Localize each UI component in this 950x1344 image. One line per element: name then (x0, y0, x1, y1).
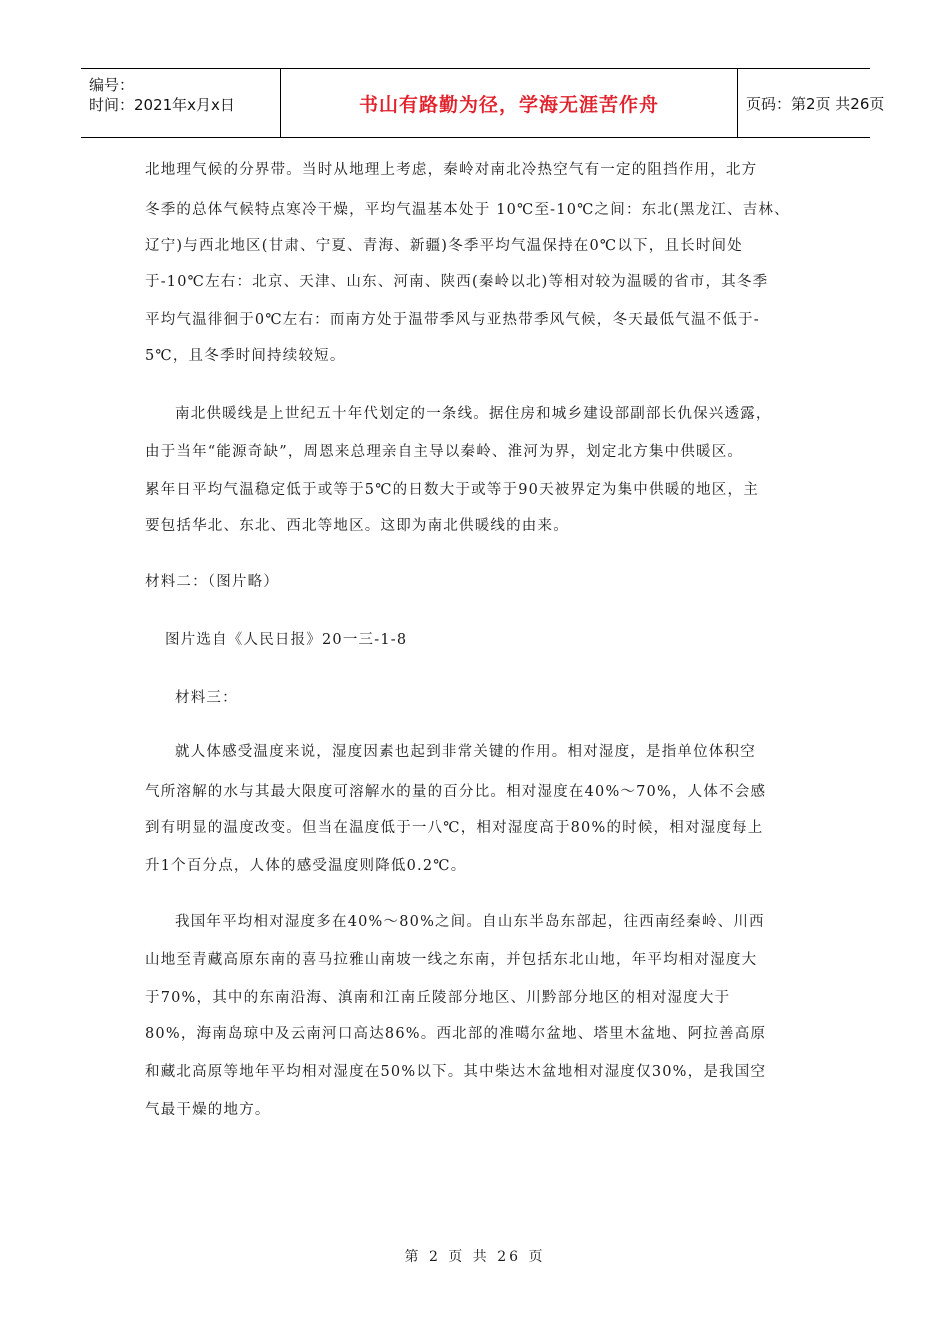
header-table (81, 68, 885, 138)
paragraph-3-line: 就人体感受温度来说，湿度因素也起到非常关键的作用。相对湿度，是指单位体积空 (175, 744, 756, 760)
paragraph-1-line: 5℃，且冬季时间持续较短。 (145, 348, 346, 364)
paragraph-1-line: 于-10℃左右：北京、天津、山东、河南、陕西(秦岭以北)等相对较为温暖的省市，其冬季 (145, 274, 769, 290)
paragraph-3-line: 气所溶解的水与其最大限度可溶解水的量的百分比。相对湿度在40%～70%，人体不会感 (145, 784, 767, 800)
paragraph-4-line: 气最干燥的地方。 (145, 1102, 271, 1118)
material-3-label: 材料三： (175, 690, 238, 706)
paragraph-3-line: 到有明显的温度改变。但当在温度低于一八℃，相对湿度高于80%的时候，相对湿度每上 (145, 820, 764, 836)
paragraph-2-line: 累年日平均气温稳定低于或等于5℃的日数大于或等于90天被界定为集中供暖的地区，主 (145, 482, 759, 498)
header-motto-cell (281, 69, 738, 137)
paragraph-4-line: 于70%，其中的东南沿海、滇南和江南丘陵部分地区、川黔部分地区的相对湿度大于 (145, 990, 731, 1006)
paragraph-1-line: 北地理气候的分界带。当时从地理上考虑，秦岭对南北冷热空气有一定的阻挡作用，北方 (145, 162, 758, 178)
paragraph-1-line: 冬季的总体气候特点寒冷干燥，平均气温基本处于 10℃至-10℃之间：东北(黑龙江、吉林、 (145, 202, 790, 218)
paragraph-2-line: 南北供暖线是上世纪五十年代划定的一条线。据住房和城乡建设部副部长仇保兴透露， (175, 406, 772, 422)
page-info: 页码：第2页 共26页 (746, 94, 885, 113)
paragraph-4-line: 80%，海南岛琼中及云南河口高达86%。西北部的准噶尔盆地、塔里木盆地、阿拉善高原 (145, 1026, 767, 1042)
header-page-cell (738, 69, 885, 137)
paragraph-1-line: 辽宁)与西北地区(甘肃、宁夏、青海、新疆)冬季平均气温保持在0℃以下，且长时间处 (145, 238, 743, 254)
document-time-label: 时间：2021年x月x日 (89, 96, 235, 114)
paragraph-4-line: 我国年平均相对湿度多在40%～80%之间。自山东半岛东部起，往西南经秦岭、川西 (175, 914, 765, 930)
document-number-label: 编号： (89, 76, 135, 94)
paragraph-4-line: 和藏北高原等地年平均相对湿度在50%以下。其中柴达木盆地相对湿度仅30%，是我国空 (145, 1064, 767, 1080)
header-meta-cell (81, 69, 281, 137)
image-source-caption: 图片选自《人民日报》20一三-1-8 (165, 632, 408, 648)
page-footer: 第 2 页 共 26 页 (404, 1249, 546, 1265)
paragraph-2-line: 由于当年“能源奇缺”，周恩来总理亲自主导以秦岭、淮河为界，划定北方集中供暖区。 (145, 444, 744, 460)
paragraph-1-line: 平均气温徘徊于0℃左右：而南方处于温带季风与亚热带季风气候，冬天最低气温不低于- (145, 312, 760, 328)
paragraph-2-line: 要包括华北、东北、西北等地区。这即为南北供暖线的由来。 (145, 518, 569, 534)
motto-text: 书山有路勤为径，学海无涯苦作舟 (358, 93, 659, 116)
paragraph-4-line: 山地至青藏高原东南的喜马拉雅山南坡一线之东南，并包括东北山地，年平均相对湿度大 (145, 952, 758, 968)
material-2-label: 材料二：（图片略） (145, 574, 280, 590)
paragraph-3-line: 升1个百分点，人体的感受温度则降低0.2℃。 (145, 858, 467, 874)
